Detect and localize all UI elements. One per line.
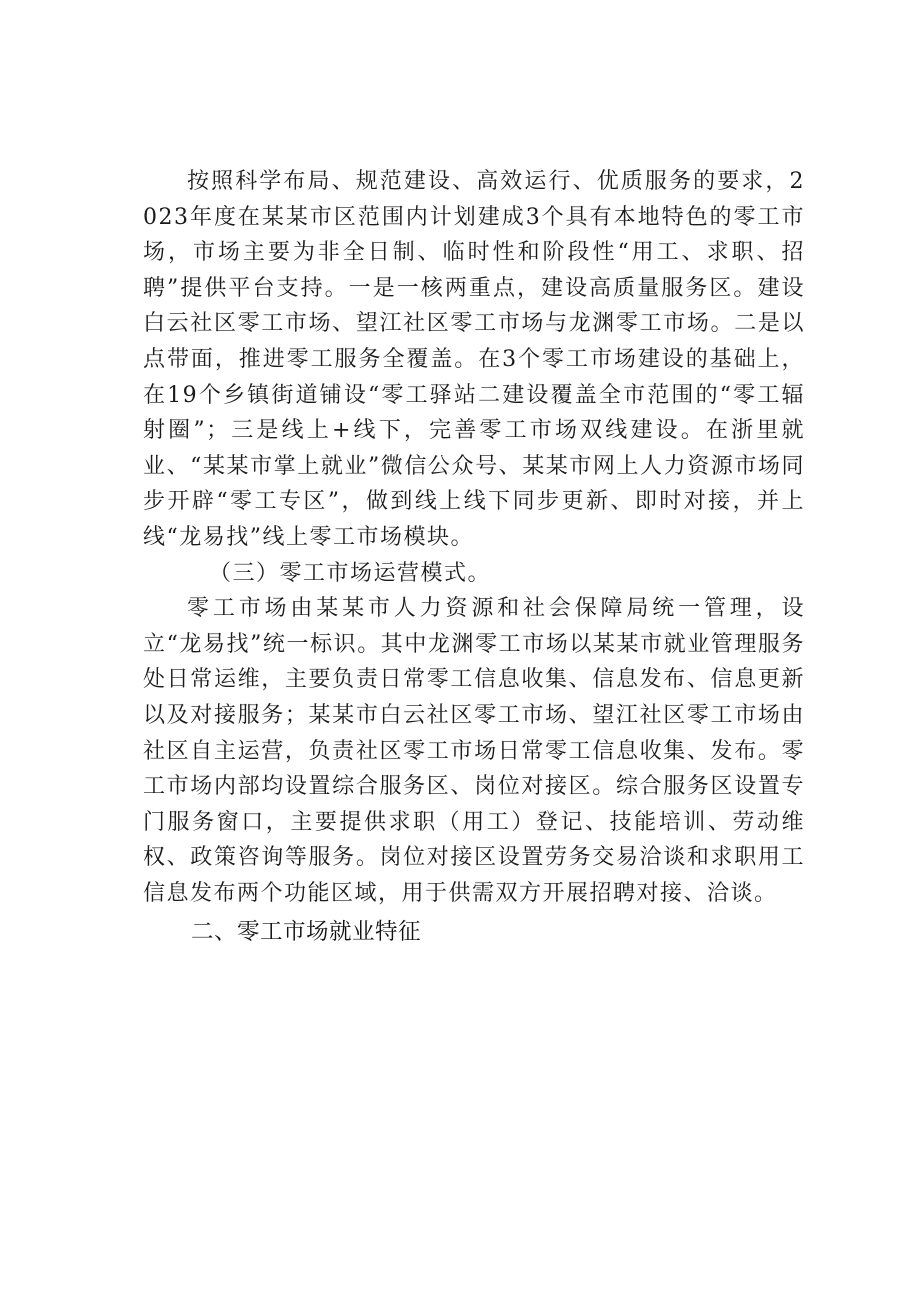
document-body bbox=[143, 164, 805, 951]
subheading-operation-mode: （三）零工市场运营模式。 bbox=[209, 560, 492, 586]
paragraph-layout-plan: 按照科学布局、规范建设、高效运行、优质服务的要求，2023年度在某某市区范围内计划建成3个具有本地特色的零工市场，市场主要为非全日制、临时性和阶段性“用工、求职、招聘”提供平台支持。一是一核两重点，建设高质量服务区。建设白云社区零工市场、望江社区零工市场与龙渊零工市场。二是以点带面，推进零工服务全覆盖。在3个零工市场建设的基础上，在19个乡镇街道铺设“零工驿站二建设覆盖全市范围的“零工辐射圈”；三是线上+线下，完善零工市场双线建设。在浙里就业、“某某市掌上就业”微信公众号、某某市网上人力资源市场同步开辟“零工专区”，做到线上线下同步更新、即时对接，并上线“龙易找”线上零工市场模块。 bbox=[143, 169, 805, 550]
section-heading-employment-features: 二、零工市场就业特征 bbox=[191, 919, 422, 946]
paragraph-operation-mode: 零工市场由某某市人力资源和社会保障局统一管理，设立“龙易找”统一标识。其中龙渊零工市场以某某市就业管理服务处日常运维，主要负责日常零工信息收集、信息发布、信息更新以及对接服务；某某市白云社区零工市场、望江社区零工市场由社区自主运营，负责社区零工市场日常零工信息收集、发布。零工市场内部均设置综合服务区、岗位对接区。综合服务区设置专门服务窗口，主要提供求职（用工）登记、技能培训、劳动维权、政策咨询等服务。岗位对接区设置劳务交易洽谈和求职用工信息发布两个功能区域，用于供需双方开展招聘对接、洽谈。 bbox=[143, 596, 805, 906]
